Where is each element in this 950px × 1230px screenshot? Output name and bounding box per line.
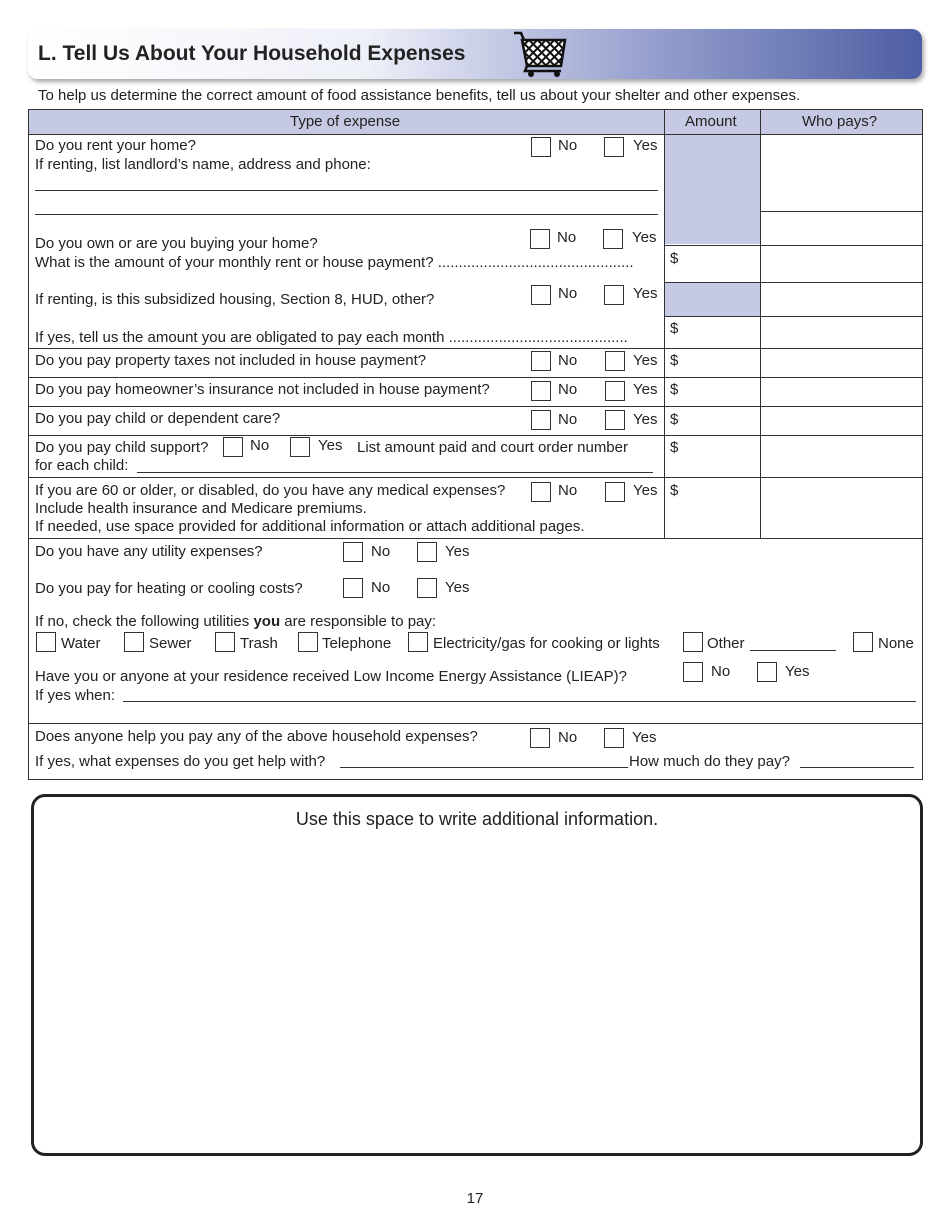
yes-label: Yes	[632, 229, 657, 246]
support-line[interactable]	[137, 472, 653, 473]
dollar-sign: $	[670, 352, 679, 369]
row-divider	[29, 477, 922, 478]
dollar-sign: $	[670, 381, 679, 398]
additional-info-box[interactable]	[31, 794, 923, 1156]
no-label: No	[558, 352, 578, 369]
medical-yes-checkbox[interactable]	[605, 482, 625, 502]
childcare-no-checkbox[interactable]	[531, 410, 551, 430]
no-label: No	[558, 381, 578, 398]
obligated-amount-prompt: If yes, tell us the amount you are obligated to pay each month ...........................................	[35, 329, 628, 346]
row-divider	[664, 282, 922, 283]
no-label: No	[558, 137, 578, 154]
support-list-prompt: List amount paid and court order number	[357, 439, 628, 456]
shopping-cart-icon	[512, 30, 568, 78]
dollar-sign: $	[670, 250, 679, 267]
telephone-checkbox[interactable]	[298, 632, 318, 652]
heating-no-checkbox[interactable]	[343, 578, 363, 598]
support-no-checkbox[interactable]	[223, 437, 243, 457]
heating-question: Do you pay for heating or cooling costs?	[35, 580, 303, 597]
no-label: No	[558, 411, 578, 428]
help-howmuch-line[interactable]	[800, 767, 914, 768]
dollar-sign: $	[670, 411, 679, 428]
insurance-question: Do you pay homeowner’s insurance not included in house payment?	[35, 381, 490, 398]
yes-label: Yes	[633, 381, 658, 398]
column-divider	[664, 110, 665, 538]
subsidized-question: If renting, is this subsidized housing, Section 8, HUD, other?	[35, 291, 435, 308]
childcare-yes-checkbox[interactable]	[605, 410, 625, 430]
insurance-yes-checkbox[interactable]	[605, 381, 625, 401]
telephone-label: Telephone	[322, 635, 392, 652]
no-label: No	[558, 482, 578, 499]
help-question: Does anyone help you pay any of the above household expenses?	[35, 728, 478, 745]
no-label: No	[557, 229, 577, 246]
no-label: No	[558, 285, 578, 302]
own-question: Do you own or are you buying your home?	[35, 235, 318, 252]
subsidized-yes-checkbox[interactable]	[604, 285, 624, 305]
water-label: Water	[61, 635, 101, 652]
column-amount: Amount	[685, 113, 737, 130]
other-label: Other	[707, 635, 745, 652]
utility-yes-checkbox[interactable]	[417, 542, 437, 562]
medical-no-checkbox[interactable]	[531, 482, 551, 502]
utilities-check-prompt: If no, check the following utilities you are responsible to pay:	[35, 613, 437, 630]
childcare-question: Do you pay child or dependent care?	[35, 410, 281, 427]
utility-question: Do you have any utility expenses?	[35, 543, 263, 560]
taxes-yes-checkbox[interactable]	[605, 351, 625, 371]
dollar-sign: $	[670, 482, 679, 499]
support-each-child: for each child:	[35, 457, 129, 474]
trash-label: Trash	[240, 635, 278, 652]
landlord-line[interactable]	[35, 190, 658, 191]
lieap-when-line[interactable]	[123, 701, 916, 702]
water-checkbox[interactable]	[36, 632, 56, 652]
row-divider	[29, 538, 922, 539]
help-howmuch-prompt: How much do they pay?	[629, 753, 790, 770]
heating-yes-checkbox[interactable]	[417, 578, 437, 598]
no-label: No	[711, 663, 731, 680]
rent-yes-checkbox[interactable]	[604, 137, 624, 157]
lieap-yes-checkbox[interactable]	[757, 662, 777, 682]
row-divider	[29, 435, 922, 436]
sewer-checkbox[interactable]	[124, 632, 144, 652]
taxes-no-checkbox[interactable]	[531, 351, 551, 371]
yes-label: Yes	[633, 352, 658, 369]
other-checkbox[interactable]	[683, 632, 703, 652]
support-yes-checkbox[interactable]	[290, 437, 310, 457]
page-number: 17	[466, 1190, 484, 1207]
yes-label: Yes	[633, 482, 658, 499]
no-label: No	[558, 729, 578, 746]
intro-text: To help us determine the correct amount of food assistance benefits, tell us about your shelter and other expenses.	[38, 87, 801, 104]
electricity-checkbox[interactable]	[408, 632, 428, 652]
additional-info-title: Use this space to write additional information.	[295, 809, 659, 829]
section-title: L. Tell Us About Your Household Expenses	[38, 42, 466, 65]
none-checkbox[interactable]	[853, 632, 873, 652]
no-label: No	[371, 579, 391, 596]
row-divider	[664, 245, 922, 246]
monthly-payment-prompt: What is the amount of your monthly rent or house payment? ...............................................	[35, 254, 634, 271]
property-taxes-question: Do you pay property taxes not included in house payment?	[35, 352, 427, 369]
row-divider	[29, 134, 922, 135]
row-divider	[29, 723, 922, 724]
own-yes-checkbox[interactable]	[603, 229, 623, 249]
yes-label: Yes	[633, 137, 658, 154]
landlord-prompt: If renting, list landlord’s name, address and phone:	[35, 156, 371, 173]
medical-question: If you are 60 or older, or disabled, do you have any medical expenses?	[35, 482, 506, 499]
medical-line-3: If needed, use space provided for additional information or attach additional pages.	[35, 518, 585, 535]
electricity-label: Electricity/gas for cooking or lights	[433, 635, 660, 652]
column-who-pays: Who pays?	[802, 113, 878, 130]
row-divider	[29, 406, 922, 407]
yes-label: Yes	[318, 437, 343, 454]
yes-label: Yes	[785, 663, 810, 680]
column-type: Type of expense	[290, 113, 401, 130]
row-divider	[29, 377, 922, 378]
trash-checkbox[interactable]	[215, 632, 235, 652]
rent-no-checkbox[interactable]	[531, 137, 551, 157]
own-no-checkbox[interactable]	[530, 229, 550, 249]
rent-question: Do you rent your home?	[35, 137, 196, 154]
dollar-sign: $	[670, 439, 679, 456]
yes-label: Yes	[633, 411, 658, 428]
none-label: None	[878, 635, 914, 652]
column-divider	[760, 110, 761, 538]
lieap-no-checkbox[interactable]	[683, 662, 703, 682]
subsidized-no-checkbox[interactable]	[531, 285, 551, 305]
row-divider	[29, 348, 922, 349]
row-divider	[760, 211, 922, 212]
no-label: No	[371, 543, 391, 560]
insurance-no-checkbox[interactable]	[531, 381, 551, 401]
lieap-question: Have you or anyone at your residence received Low Income Energy Assistance (LIEAP)?	[35, 668, 627, 685]
medical-line-2: Include health insurance and Medicare premiums.	[35, 500, 367, 517]
landlord-line[interactable]	[35, 214, 658, 215]
row-divider	[664, 316, 922, 317]
utility-no-checkbox[interactable]	[343, 542, 363, 562]
lieap-when-prompt: If yes when:	[35, 687, 116, 704]
sewer-label: Sewer	[149, 635, 192, 652]
help-what-line[interactable]	[340, 767, 628, 768]
child-support-question: Do you pay child support?	[35, 439, 209, 456]
help-no-checkbox[interactable]	[530, 728, 550, 748]
help-yes-checkbox[interactable]	[604, 728, 624, 748]
yes-label: Yes	[445, 579, 470, 596]
no-label: No	[250, 437, 270, 454]
yes-label: Yes	[445, 543, 470, 560]
dollar-sign: $	[670, 320, 679, 337]
other-line[interactable]	[750, 650, 836, 651]
yes-label: Yes	[633, 285, 658, 302]
yes-label: Yes	[632, 729, 657, 746]
help-what-prompt: If yes, what expenses do you get help with?	[35, 753, 326, 770]
